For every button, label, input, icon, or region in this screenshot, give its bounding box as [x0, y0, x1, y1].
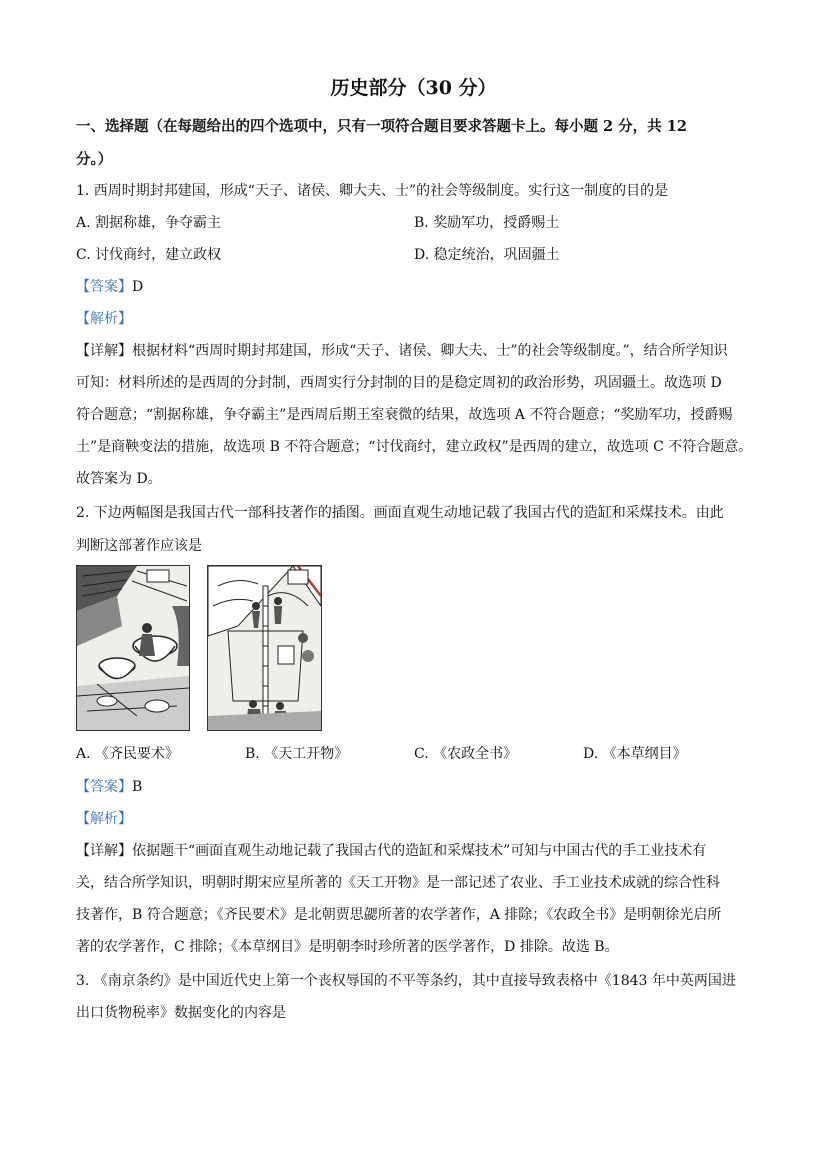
q2-option-c: C. 《农政全书》 [414, 746, 518, 762]
woodcut-coal-mining-image [208, 566, 321, 730]
q1-analysis-tag: 【解析】 [76, 311, 132, 327]
q2-detail-line [76, 840, 706, 860]
q1-detail-text: 根据材料“西周时期封邦建国，形成“天子、诸侯、卿大夫、士”的社会等级制度。”，结合所学知识 [132, 343, 728, 359]
q3-stem-line: 3. 《南京条约》是中国近代史上第一个丧权辱国的不平等条约，其中直接导致表格中《1843 年中英两国进 [76, 973, 736, 989]
answer-tag: 【答案】 [76, 779, 132, 795]
section-heading-line2: 分。） [76, 151, 113, 168]
q2-analysis-tag: 【解析】 [76, 811, 132, 827]
q2-stem-line: 2. 下边两幅图是我国古代一部科技著作的插图。画面直观生动地记载了我国古代的造缸和采煤技术。由此 [76, 505, 724, 521]
detail-tag: 【详解】 [76, 343, 132, 359]
q1-option-b: B. 奖励军功，授爵赐土 [414, 215, 560, 231]
q2-detail-line: 关，结合所学知识，明朝时期宋应星所著的《天工开物》是一部记述了农业、手工业技术成就的综合性科 [76, 875, 720, 891]
q1-stem: 1. 西周时期封邦建国，形成“天子、诸侯、卿大夫、士”的社会等级制度。实行这一制度的目的是 [76, 183, 669, 199]
q3-stem-line: 出口货物税率》数据变化的内容是 [76, 1005, 286, 1021]
section-heading-line1: 一、选择题（在每题给出的四个选项中，只有一项符合题目要求答题卡上。每小题 2 分，共 12 [76, 118, 687, 135]
q1-option-c: C. 讨伐商纣，建立政权 [76, 247, 222, 263]
q2-option-a: A. 《齐民要术》 [76, 746, 180, 762]
q1-detail-line: 符合题意；“割据称雄，争夺霸主”是西周后期王室衰微的结果，故选项 A 不符合题意；“奖励军功，授爵赐 [76, 407, 733, 423]
q1-option-d: D. 稳定统治，巩固疆土 [414, 247, 560, 263]
woodcut-jar-making-image [77, 566, 189, 730]
q2-answer-line [76, 776, 142, 796]
q1-answer-value: D [132, 279, 144, 295]
detail-tag: 【详解】 [76, 843, 132, 859]
q1-detail-line: 土”是商鞅变法的措施，故选项 B 不符合题意；“讨伐商纣，建立政权”是西周的建立，故选项 C 不符合题意。 [76, 439, 753, 455]
q1-option-a: A. 割据称雄，争夺霸主 [76, 215, 222, 231]
illustration-jar-making [76, 565, 190, 731]
q2-detail-text: 依据题干“画面直观生动地记载了我国古代的造缸和采煤技术”可知与中国古代的手工业技术有 [132, 843, 707, 859]
q2-answer-value: B [132, 779, 143, 795]
q2-detail-line: 著的农学著作，C 排除；《本草纲目》是明朝李时珍所著的医学著作，D 排除。故选 B。 [76, 939, 619, 955]
illustration-coal-mining [207, 565, 322, 731]
q2-stem-line: 判断这部著作应该是 [76, 538, 202, 554]
q2-option-d: D. 《本草纲目》 [583, 746, 687, 762]
page-title: 历史部分（30 分） [330, 77, 497, 99]
q1-answer-line [76, 276, 143, 296]
q1-detail-line [76, 340, 728, 360]
q2-detail-line: 技著作，B 符合题意；《齐民要术》是北朝贾思勰所著的农学著作，A 排除；《农政全书》是明朝徐光启所 [76, 907, 722, 923]
q1-detail-line: 故答案为 D。 [76, 471, 162, 487]
answer-tag: 【答案】 [76, 279, 132, 295]
q2-option-b: B. 《天工开物》 [245, 746, 349, 762]
q1-detail-line: 可知：材料所述的是西周的分封制，西周实行分封制的目的是稳定周初的政治形势，巩固疆土。故选项 D [76, 375, 722, 391]
